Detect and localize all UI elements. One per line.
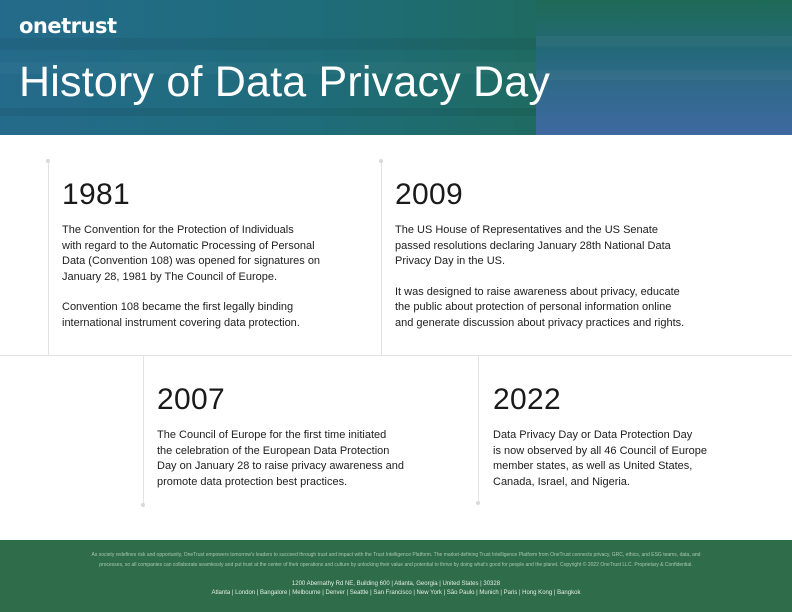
- text-line: January 28, 1981 by The Council of Europe.: [62, 270, 278, 283]
- footer-office-cities: Atlanta | London | Bangalore | Melbourne | Denver | Seattle | San Francisco | New York | São Paulo | Munich | Paris | Hong Kong | Bangkok: [211, 590, 581, 596]
- text-line: It was designed to raise awareness about privacy, educate: [395, 285, 680, 298]
- timeline-entry-2009: [395, 180, 684, 332]
- timeline-dot: [46, 159, 50, 163]
- timeline-entry-1981: [62, 180, 320, 332]
- footer: [0, 540, 792, 612]
- text-line: Data Privacy Day or Data Protection Day: [493, 429, 693, 441]
- text-line: member states, as well as United States,: [493, 460, 693, 473]
- entry-paragraph: [157, 428, 404, 490]
- page-title: History of Data Privacy Day: [19, 58, 551, 106]
- text-line: Day on January 28 to raise privacy awareness and: [157, 460, 405, 473]
- header-stripe: [536, 70, 792, 80]
- timeline-entry-2022: [493, 385, 707, 490]
- entry-paragraph: [493, 428, 707, 490]
- entry-paragraph: [395, 223, 684, 270]
- text-line: The Council of Europe for the first time initiated: [157, 429, 387, 441]
- timeline-divider: [381, 162, 382, 355]
- text-line: the celebration of the European Data Protection: [157, 444, 390, 457]
- text-line: passed resolutions declaring January 28th National Data: [395, 239, 671, 252]
- text-line: the public about protection of personal information online: [395, 301, 672, 314]
- entry-year: 2007: [157, 383, 225, 416]
- text-line: is now observed by all 46 Council of Europe: [493, 444, 708, 457]
- footer-address: 1200 Abernathy Rd NE, Building 600 | Atlanta, Georgia | United States | 30328: [291, 581, 501, 587]
- disclaimer-line: As society redefines risk and opportunity, OneTrust empowers tomorrow's leaders to succeed through trust and impact with the Trust Intelligence Platform. The market-defining Trust Intelligence Platform from OneTrust connects privacy, GRC, ethics, and ESG teams, data, and: [91, 552, 701, 558]
- header-banner: [0, 0, 792, 135]
- timeline-dot: [476, 501, 480, 505]
- timeline-dot: [379, 159, 383, 163]
- timeline-horizontal-divider: [0, 355, 792, 356]
- timeline-divider: [478, 355, 479, 503]
- text-line: Convention 108 became the first legally binding: [62, 301, 294, 314]
- header-stripe: [0, 38, 536, 50]
- text-line: promote data protection best practices.: [157, 475, 348, 488]
- text-line: The Convention for the Protection of Individuals: [62, 224, 294, 236]
- disclaimer-line: processes, so all companies can collaborate seamlessly and put trust at the center of their operations and culture by unlocking their value and potential to thrive by doing what's good for people and the planet. Copyright © 2022 OneTrust LLC. Proprietary & Confidential.: [99, 561, 693, 568]
- text-line: and generate discussion about privacy practices and rights.: [395, 316, 685, 329]
- entry-paragraph: [62, 223, 320, 285]
- timeline-divider: [48, 162, 49, 355]
- header-stripe: [0, 108, 536, 116]
- header-accent-panel: [536, 0, 792, 135]
- text-line: international instrument covering data protection.: [62, 316, 300, 329]
- entry-year: 1981: [62, 178, 130, 211]
- text-line: Data (Convention 108) was opened for signatures on: [62, 255, 321, 268]
- timeline-divider: [143, 355, 144, 505]
- entry-paragraph: [62, 300, 320, 331]
- entry-year: 2022: [493, 383, 561, 416]
- timeline-dot: [141, 503, 145, 507]
- text-line: The US House of Representatives and the US Senate: [395, 224, 658, 236]
- text-line: Privacy Day in the US.: [395, 255, 506, 268]
- onetrust-logo: onetrust: [19, 14, 117, 38]
- timeline-entry-2007: [157, 385, 404, 490]
- entry-year: 2009: [395, 178, 463, 211]
- entry-paragraph: [395, 285, 684, 332]
- header-stripe: [536, 36, 792, 46]
- footer-disclaimer: [20, 551, 772, 570]
- text-line: with regard to the Automatic Processing of Personal: [62, 239, 315, 252]
- text-line: Canada, Israel, and Nigeria.: [493, 475, 630, 488]
